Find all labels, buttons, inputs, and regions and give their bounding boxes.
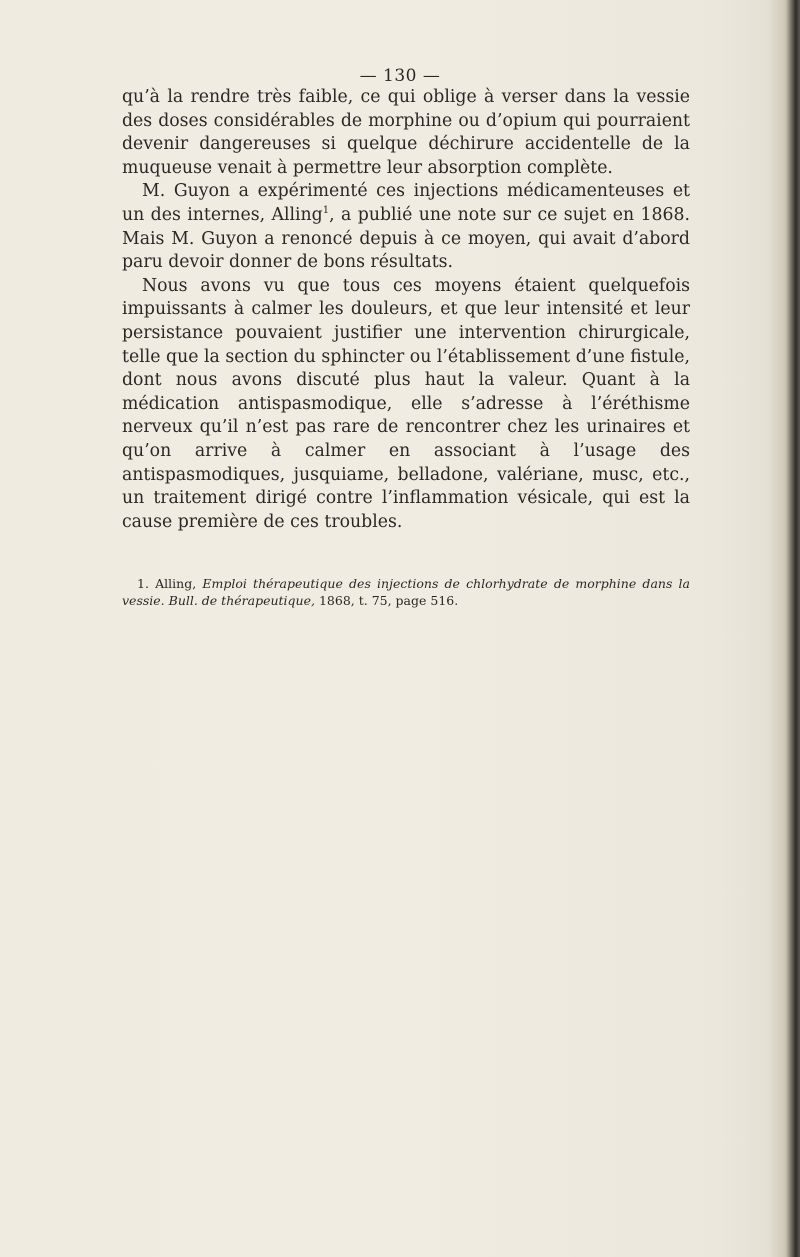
body-text: [122, 86, 690, 534]
paragraph-2-text-before-note: M. Guyon a expérimenté ces injections médicamenteuses et un des internes, Alling: [122, 181, 690, 225]
footnote-author: Alling,: [155, 576, 197, 591]
footnote-reference: 1: [322, 205, 330, 217]
footnote-number: 1.: [137, 576, 149, 591]
footnote-details: 1868, t. 75, page 516.: [318, 593, 459, 608]
footnote-title: Emploi thérapeutique des injections de chlorhydrate de morphine dans la vessie. Bull. de thérapeutique,: [122, 576, 690, 608]
footnote: [122, 575, 690, 609]
footnote-line: [122, 575, 690, 609]
paragraph-3: Nous avons vu que tous ces moyens étaient quelquefois impuissants à calmer les douleurs, et que leur intensité et leur persistance pouvaient justifier une intervention chirurgicale, telle que la section du sphincter ou l’établissement d’une fistule, dont nous avons discuté plus haut la valeur. Quant à la médication antispasmodique, elle s’adresse à l’éréthisme nerveux qu’il n’est pas rare de rencontrer chez les urinaires et qu’on arrive à calmer en associant à l’usage des antispasmodiques, jusquiame, belladone, valériane, musc, etc., un traitement dirigé contre l’inflammation vésicale, qui est la cause première de ces troubles.: [122, 275, 690, 532]
paragraph-2-text-after-note: , a publié une note sur ce sujet en 1868. Mais M. Guyon a renoncé depuis à ce moyen, qui avait d’abord paru devoir donner de bons résultats.: [122, 204, 690, 273]
page-number: — 130 —: [359, 66, 441, 86]
paragraph-2: [122, 180, 690, 274]
book-spine-edge: [786, 0, 800, 1257]
paragraph-1: qu’à la rendre très faible, ce qui oblige à verser dans la vessie des doses considérables de morphine ou d’opium qui pourraient devenir dangereuses si quelque déchirure accidentelle de la muqueuse venait à permettre leur absorption complète.: [122, 87, 690, 178]
